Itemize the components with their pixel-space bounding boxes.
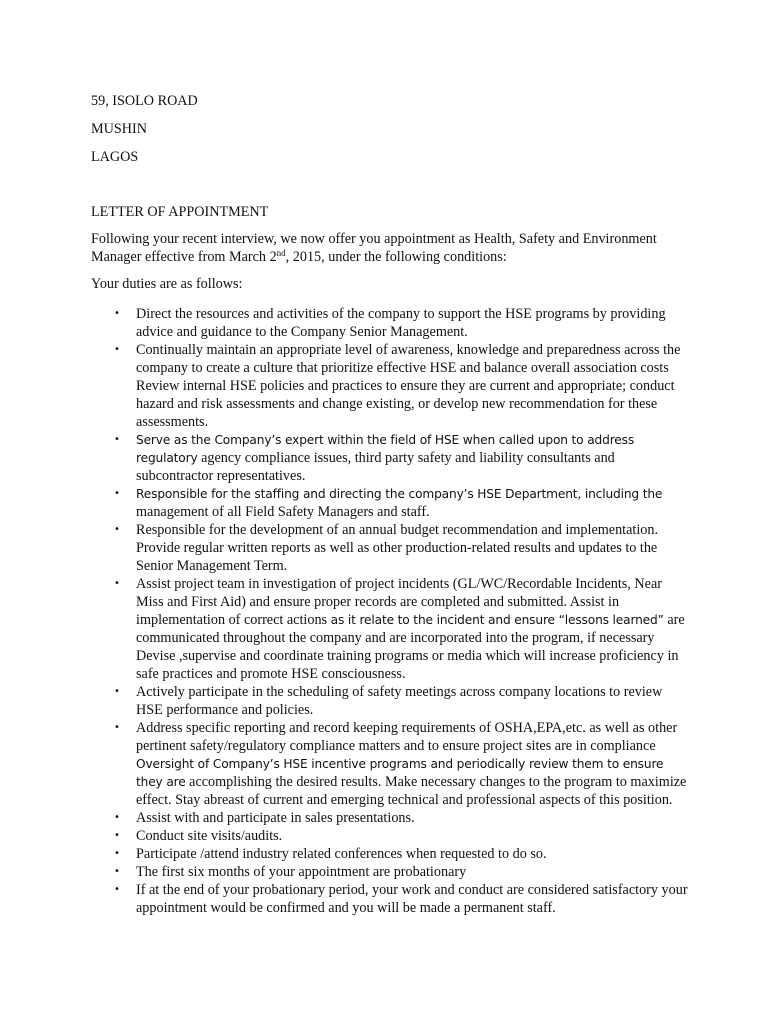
letter-page (91, 92, 691, 917)
bullet-icon: • (114, 434, 120, 445)
list-item-text-alt: as it relate to the incident and ensure “lessons learned” (330, 613, 664, 627)
list-item (91, 863, 691, 881)
bullet-icon: • (114, 488, 120, 499)
list-item (91, 341, 691, 431)
list-item-text: Assist project team in investigation of project incidents (GL/WC/Recordable Incidents, Near Miss and First Aid) and ensure proper records are completed and submitted. Assist in implementation of correct actions (136, 576, 662, 628)
bullet-icon: • (114, 812, 120, 823)
duties-list (91, 305, 691, 917)
list-item-text: The first six months of your appointment are probationary (136, 864, 467, 880)
list-item (91, 719, 691, 809)
address-district: MUSHIN (91, 121, 147, 137)
address-street: 59, ISOLO ROAD (91, 93, 198, 109)
intro-superscript: nd (276, 248, 286, 258)
list-item-text: Address specific reporting and record keeping requirements of OSHA,EPA,etc. as well as other pertinent safety/regulatory compliance matters and to ensure project sites are in compliance (136, 720, 678, 754)
list-item-text: Participate /attend industry related conferences when requested to do so. (136, 846, 547, 862)
list-item-text-alt: Serve as the Company’s expert within the field of HSE when called upon to address regulatory (136, 433, 635, 465)
list-item (91, 845, 691, 863)
bullet-icon: • (114, 578, 120, 589)
list-item-text: agency compliance issues, third party safety and liability consultants and subcontractor representatives. (136, 450, 615, 484)
bullet-icon: • (114, 308, 120, 319)
intro-text-1: Following your recent interview, we now offer you appointment as Health, Safety and Environment Manager effective from March 2 (91, 231, 657, 265)
list-item-text: management of all Field Safety Managers and staff. (136, 504, 430, 520)
letter-title: LETTER OF APPOINTMENT (91, 204, 269, 220)
list-item-text: Direct the resources and activities of the company to support the HSE programs by providing advice and guidance to the Company Senior Management. (136, 306, 666, 340)
list-item-text: Continually maintain an appropriate level of awareness, knowledge and preparedness across the company to create a culture that prioritize effective HSE and balance overall association costs Review internal HSE policies and practices to ensure they are current and appropriate; conduct hazard and risk assessments and change existing, or develop new recommendation for these assessments. (136, 342, 681, 430)
bullet-icon: • (114, 884, 120, 895)
bullet-icon: • (114, 866, 120, 877)
address-block (91, 92, 691, 166)
list-item (91, 881, 691, 917)
bullet-icon: • (114, 848, 120, 859)
bullet-icon: • (114, 686, 120, 697)
list-item-text: accomplishing the desired results. Make necessary changes to the program to maximize effect. Stay abreast of current and emerging technical and professional aspects of this position. (136, 774, 687, 808)
address-city: LAGOS (91, 149, 139, 165)
list-item (91, 521, 691, 575)
list-item (91, 827, 691, 845)
bullet-icon: • (114, 524, 120, 535)
list-item (91, 431, 691, 485)
list-item (91, 305, 691, 341)
bullet-icon: • (114, 722, 120, 733)
list-item-text-alt: Responsible for the staffing and directing the company’s HSE Department, including the (136, 487, 663, 501)
list-item-text: Conduct site visits/audits. (136, 828, 283, 844)
bullet-icon: • (114, 830, 120, 841)
list-item-text-alt: Oversight of Company’s HSE incentive programs and periodically review them to ensure they are (136, 757, 664, 789)
intro-text-2: , 2015, under the following conditions: (285, 249, 507, 265)
list-item (91, 809, 691, 827)
duties-intro: Your duties are as follows: (91, 276, 243, 292)
list-item-text: Responsible for the development of an annual budget recommendation and implementation. Provide regular written reports as well as other production-related results and updates to the Senior Management Term. (136, 522, 659, 574)
intro-paragraph (91, 230, 691, 266)
list-item-text: are communicated throughout the company and are incorporated into the program, if necessary Devise ,supervise and coordinate training programs or media which will increase proficiency in safe practices and promote HSE consciousness. (136, 612, 685, 682)
list-item (91, 575, 691, 683)
bullet-icon: • (114, 344, 120, 355)
list-item (91, 485, 691, 521)
list-item-text: Assist with and participate in sales presentations. (136, 810, 415, 826)
list-item (91, 683, 691, 719)
list-item-text: Actively participate in the scheduling of safety meetings across company locations to review HSE performance and policies. (136, 684, 663, 718)
list-item-text: If at the end of your probationary period, your work and conduct are considered satisfactory your appointment would be confirmed and you will be made a permanent staff. (136, 882, 688, 916)
